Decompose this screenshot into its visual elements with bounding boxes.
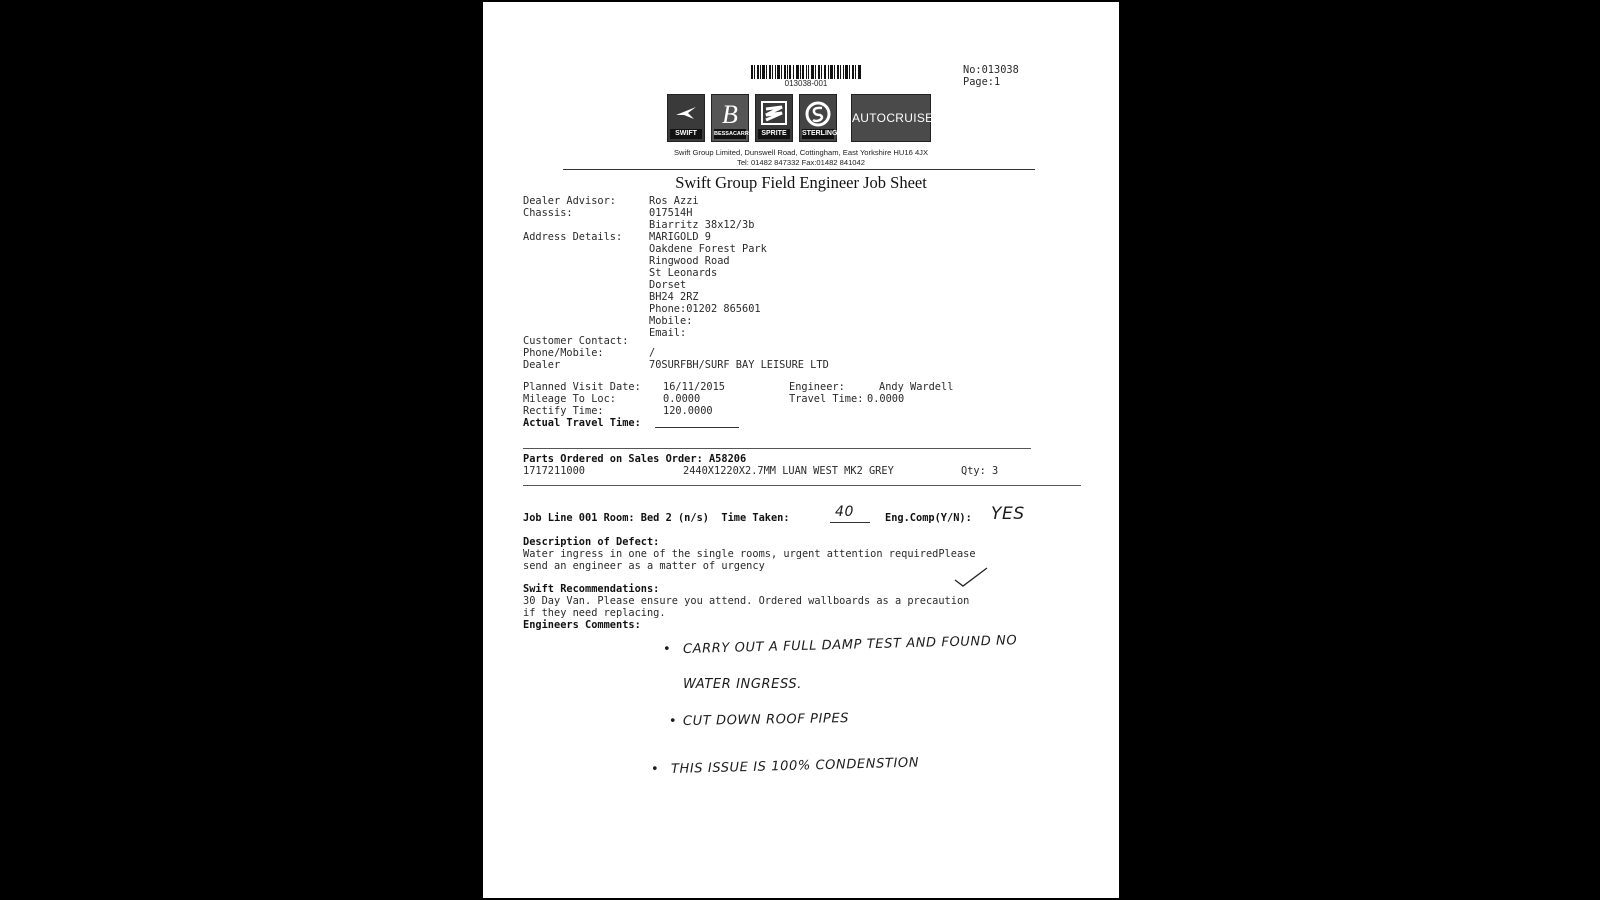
rectify-value: 120.0000: [663, 405, 713, 417]
mileage-value: 0.0000: [663, 393, 701, 405]
parts-heading: Parts Ordered on Sales Order: A58206: [523, 453, 747, 465]
eng-comp-handwritten: YES: [991, 504, 1025, 524]
address-line: Mobile:: [649, 315, 693, 327]
chassis-value: 017514H: [649, 207, 693, 219]
dealer-advisor-label: Dealer Advisor:: [523, 195, 616, 207]
handwritten-comment: WATER INGRESS.: [683, 677, 802, 692]
company-address: Swift Group Limited, Dunswell Road, Cottingham, East Yorkshire HU16 4JX: [673, 148, 929, 157]
address-line: Email:: [649, 327, 687, 339]
doc-number: No:013038: [963, 64, 1019, 76]
dealer-value: 70SURFBH/SURF BAY LEISURE LTD: [649, 359, 829, 371]
recommendation-line: 30 Day Van. Please ensure you attend. Ordered wallboards as a precaution: [523, 595, 970, 607]
company-contact: Tel: 01482 847332 Fax:01482 841042: [737, 157, 865, 167]
planned-visit-value: 16/11/2015: [663, 381, 725, 393]
sterling-logo: [799, 94, 837, 142]
recommendations-label: Swift Recommendations:: [523, 583, 660, 595]
actual-travel-label: Actual Travel Time:: [523, 417, 641, 429]
barcode-number: 013038-001: [784, 79, 828, 88]
sprite-logo-label: SPRITE: [758, 129, 790, 139]
travel-time-label: Travel Time:: [789, 393, 864, 405]
chassis-label: Chassis:: [523, 207, 573, 219]
address-line: MARIGOLD 9: [649, 231, 711, 243]
details-labels: [523, 195, 622, 243]
address-line: St Leonards: [649, 267, 718, 279]
address-line: Oakdene Forest Park: [649, 243, 767, 255]
time-taken-underline: [830, 522, 870, 523]
handwritten-comment: CUT DOWN ROOF PIPES: [682, 711, 850, 729]
swift-bird-icon: [674, 101, 698, 125]
handwritten-comment: CARRY OUT A FULL DAMP TEST AND FOUND NO: [682, 633, 1018, 657]
phone-mobile-value: /: [649, 347, 656, 359]
contact-labels: [523, 335, 628, 371]
page-number: Page:1: [963, 76, 1001, 88]
address-line: Ringwood Road: [649, 255, 730, 267]
sprite-s-icon: [761, 101, 787, 125]
barcode: [751, 65, 861, 79]
sprite-logo: [755, 94, 793, 142]
actual-travel-underline: [655, 427, 739, 428]
swift-logo: [667, 94, 705, 142]
engineer-name: Andy Wardell: [879, 381, 954, 393]
bessacarr-logo: [711, 94, 749, 142]
planned-visit-label: Planned Visit Date:: [523, 381, 641, 393]
document-number-block: [963, 64, 1019, 88]
engineer-labels: [789, 381, 863, 405]
address-line: Phone:01202 865601: [649, 303, 761, 315]
part-description: 2440X1220X2.7MM LUAN WEST MK2 GREY: [683, 465, 894, 477]
autocruise-logo: [851, 94, 934, 142]
handwritten-bullet: •: [668, 713, 678, 729]
defect-text: [523, 548, 976, 572]
parts-top-rule: [523, 448, 1031, 449]
check-mark-icon: [951, 564, 991, 590]
parts-bottom-rule: [523, 485, 1081, 486]
address-line: BH24 2RZ: [649, 291, 699, 303]
handwritten-comment: THIS ISSUE IS 100% CONDENSTION: [670, 755, 920, 777]
job-sheet-page: [483, 2, 1119, 898]
bessacarr-b-icon: [718, 101, 742, 127]
defect-line: send an engineer as a matter of urgency: [523, 560, 765, 572]
defect-label: Description of Defect:: [523, 536, 660, 548]
part-number: 1717211000: [523, 465, 585, 477]
dealer-label: Dealer: [523, 359, 561, 371]
visit-labels: [523, 381, 641, 429]
autocruise-logo-label: AUTOCRUISE: [852, 111, 934, 125]
recommendations-text: [523, 595, 969, 619]
rectify-label: Rectify Time:: [523, 405, 604, 417]
job-line: Job Line 001 Room: Bed 2 (n/s) Time Taken:: [523, 512, 790, 524]
handwritten-bullet: •: [662, 641, 672, 657]
details-values: [649, 195, 767, 339]
dealer-advisor-value: Ros Azzi: [649, 195, 699, 207]
address-label: Address Details:: [523, 231, 623, 243]
customer-contact-label: Customer Contact:: [523, 335, 629, 347]
address-line: Dorset: [649, 279, 687, 291]
part-qty: Qty: 3: [961, 465, 999, 477]
svg-text:B: B: [722, 101, 738, 127]
contact-values: [649, 347, 829, 371]
model-value: Biarritz 38x12/3b: [649, 219, 755, 231]
company-details: [563, 148, 1039, 167]
sterling-logo-label: STERLING: [802, 130, 838, 137]
page-title: Swift Group Field Engineer Job Sheet: [675, 173, 927, 192]
visit-values: [663, 381, 725, 417]
engineers-comments-label: Engineers Comments:: [523, 619, 641, 631]
recommendation-line: if they need replacing.: [523, 607, 666, 619]
swift-logo-label: SWIFT: [670, 129, 702, 139]
header-rule: [563, 169, 1035, 170]
defect-line: Water ingress in one of the single rooms, urgent attention requiredPlease: [523, 548, 976, 560]
bessacarr-logo-label: BESSACARR: [714, 131, 749, 137]
travel-time-value: 0.0000: [867, 393, 905, 405]
eng-comp-label: Eng.Comp(Y/N):: [885, 512, 972, 524]
mileage-label: Mileage To Loc:: [523, 393, 616, 405]
time-taken-handwritten: 40: [835, 504, 855, 520]
sterling-s-icon: [805, 101, 831, 127]
phone-mobile-label: Phone/Mobile:: [523, 347, 604, 359]
handwritten-bullet: •: [650, 761, 660, 777]
engineer-label: Engineer:: [789, 381, 845, 393]
